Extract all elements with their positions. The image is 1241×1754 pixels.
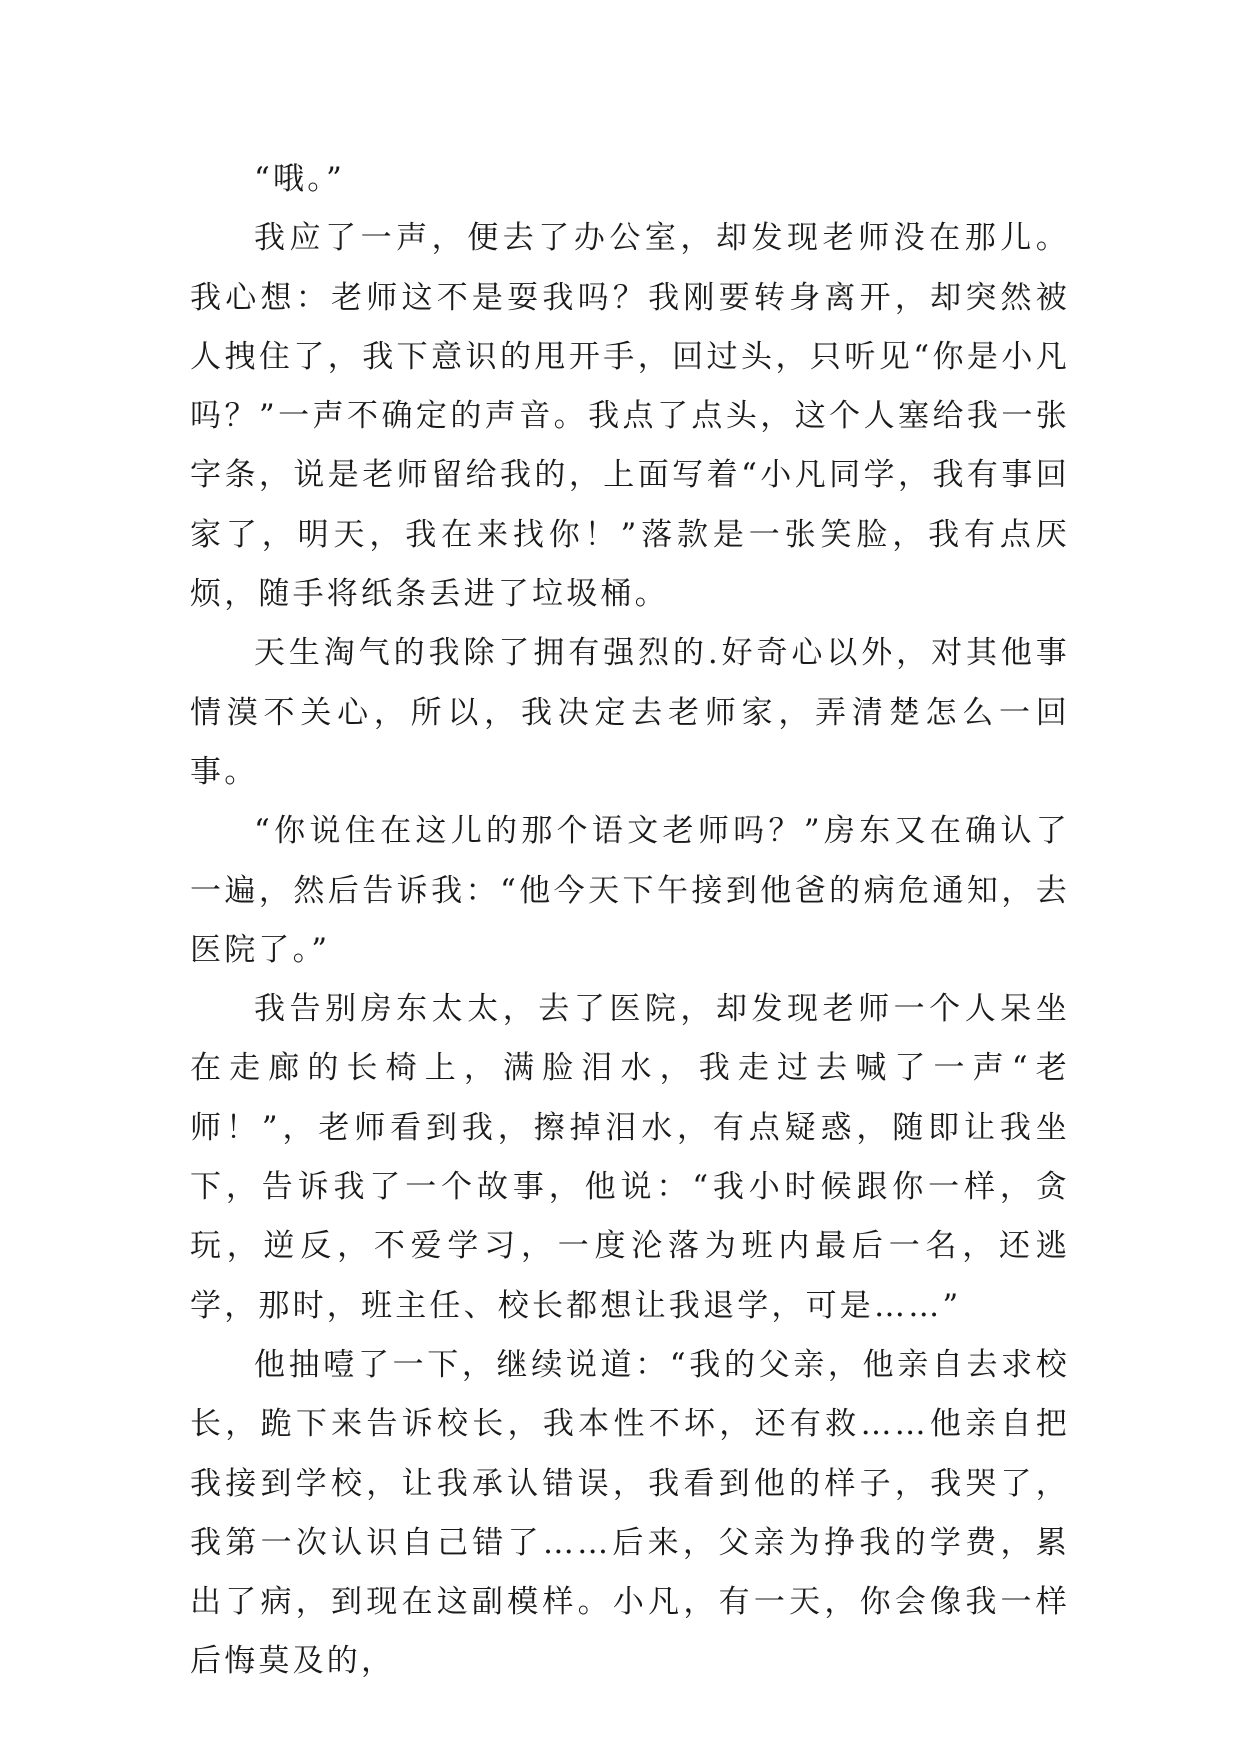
- paragraph-4: “你说住在这儿的那个语文老师吗？”房东又在确认了一遍，然后告诉我：“他今天下午接到他爸的病危通知，去医院了。”: [190, 813, 1070, 968]
- paragraph-3: 天生淘气的我除了拥有强烈的.好奇心以外，对其他事情漠不关心，所以，我决定去老师家，弄清楚怎么一回事。: [190, 635, 1070, 790]
- paragraph-1: “哦。”: [254, 161, 345, 197]
- paragraph-2: 我应了一声，便去了办公室，却发现老师没在那儿。我心想：老师这不是耍我吗？我刚要转身离开，却突然被人拽住了，我下意识的甩开手，回过头，只听见“你是小凡吗？”一声不确定的声音。我点了点头，这个人塞给我一张字条，说是老师留给我的，上面写着“小凡同学，我有事回家了，明天，我在来找你！”落款是一张笑脸，我有点厌烦，随手将纸条丢进了垃圾桶。: [190, 220, 1070, 613]
- paragraph-6: 他抽噎了一下，继续说道：“我的父亲，他亲自去求校长，跪下来告诉校长，我本性不坏，还有救……他亲自把我接到学校，让我承认错误，我看到他的样子，我哭了，我第一次认识自己错了……后来，父亲为挣我的学费，累出了病，到现在这副模样。小凡，有一天，你会像我一样后悔莫及的，: [190, 1346, 1070, 1680]
- article-body: [190, 150, 1070, 1692]
- paragraph-5: 我告别房东太太，去了医院，却发现老师一个人呆坐在走廊的长椅上，满脸泪水，我走过去喊了一声“老师！”，老师看到我，擦掉泪水，有点疑惑，随即让我坐下，告诉我了一个故事，他说：“我小时候跟你一样，贪玩，逆反，不爱学习，一度沦落为班内最后一名，还逃学，那时，班主任、校长都想让我退学，可是……”: [190, 991, 1070, 1324]
